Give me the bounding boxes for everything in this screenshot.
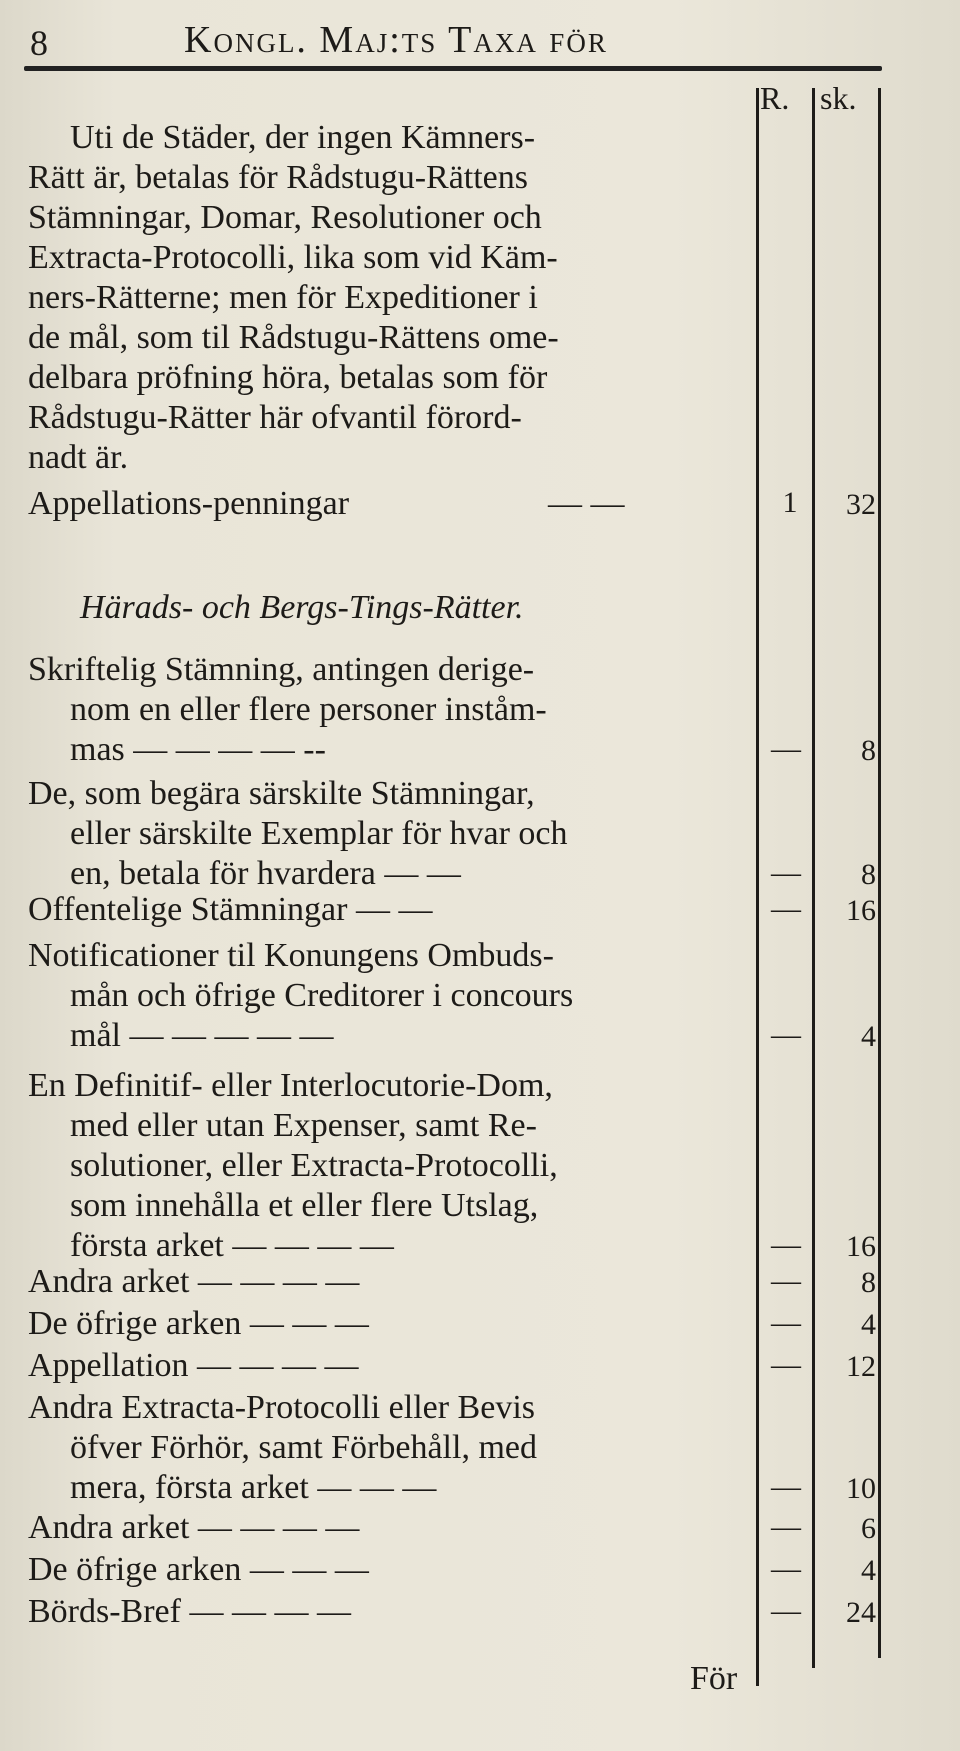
amount-riksdaler: — (771, 856, 801, 889)
fee-label: Appellations-penningar (28, 485, 350, 522)
amount-riksdaler: — (771, 1018, 801, 1051)
amount-riksdaler: — (771, 1264, 801, 1297)
amount-skilling: 12 (846, 1350, 876, 1383)
entry-line: Börds-Bref — — — — (28, 1593, 351, 1630)
amount-skilling: 4 (861, 1554, 876, 1587)
intro-line: nadt är. (28, 439, 129, 476)
intro-line: Extracta-Protocolli, lika som vid Käm- (28, 239, 558, 276)
column-header-skilling: sk. (820, 80, 857, 116)
amount-skilling: 4 (861, 1308, 876, 1341)
entry-line: med eller utan Expenser, samt Re- (70, 1107, 537, 1144)
intro-line: Stämningar, Domar, Resolutioner och (28, 199, 542, 236)
amount-skilling: 16 (846, 894, 876, 927)
entry-line: Andra arket — — — — (28, 1263, 360, 1300)
entry-line: Andra arket — — — — (28, 1509, 360, 1546)
entry-line: mål — — — — — (70, 1017, 334, 1054)
fee-entry (28, 650, 758, 770)
amount-riksdaler: — (771, 1470, 801, 1503)
entry-line: eller särskilte Exemplar för hvar och (70, 815, 568, 852)
appellation-fee-label (28, 484, 758, 524)
fee-entry (28, 1262, 758, 1302)
amount-riksdaler: — (771, 1594, 801, 1627)
fee-entry (28, 1592, 758, 1632)
page-number: 8 (30, 23, 48, 63)
fee-entry (28, 1346, 758, 1386)
amount-riksdaler: — (771, 1306, 801, 1339)
entry-line: Notificationer til Konungens Ombuds- (28, 937, 554, 974)
entry-line: De öfrige arken — — — (28, 1551, 369, 1588)
amount-riksdaler: — (771, 1348, 801, 1381)
intro-line: ners-Rätterne; men för Expeditioner i (28, 279, 538, 316)
running-title: Kongl. Maj:ts Taxa för (184, 19, 608, 61)
entry-line: De, som begära särskilte Stämningar, (28, 775, 535, 812)
intro-line: delbara pröfning höra, betalas som för (28, 359, 548, 396)
entry-line: solutioner, eller Extracta-Protocolli, (70, 1147, 558, 1184)
fee-entry (28, 1066, 758, 1266)
entry-line: mera, första arket — — — (70, 1469, 437, 1506)
amount-riksdaler: — (771, 732, 801, 765)
entry-line: Andra Extracta-Protocolli eller Bevis (28, 1389, 535, 1426)
fee-entry (28, 890, 758, 930)
page-header (24, 8, 884, 68)
amount-skilling: 8 (861, 1266, 876, 1299)
catchword: För (690, 1660, 738, 1697)
amount-skilling: 8 (861, 734, 876, 767)
fee-entry (28, 1304, 758, 1344)
fee-entry (28, 1508, 758, 1548)
entry-line: en, betala för hvardera — — (70, 855, 461, 892)
fee-entry (28, 1388, 758, 1508)
column-rule-middle (812, 88, 815, 1668)
entry-line: Offentelige Stämningar — — (28, 891, 433, 928)
entry-line: Skriftelig Stämning, antingen derige- (28, 651, 535, 688)
entry-line: som innehålla et eller flere Utslag, (70, 1187, 539, 1224)
amount-skilling: 6 (861, 1512, 876, 1545)
amount-riksdaler: — (771, 1552, 801, 1585)
intro-line: Uti de Städer, der ingen Kämners- (70, 119, 536, 156)
intro-line: de mål, som til Rådstugu-Rättens ome- (28, 319, 559, 356)
header-rule (24, 66, 882, 71)
entry-line: öfver Förhör, samt Förbehåll, med (70, 1429, 537, 1466)
amount-skilling: 24 (846, 1596, 876, 1629)
entry-line: De öfrige arken — — — (28, 1305, 369, 1342)
section-title: Härads- och Bergs-Tings-Rätter. (80, 589, 524, 626)
entry-line: mån och öfrige Creditorer i concours (70, 977, 574, 1014)
fee-entry (28, 1550, 758, 1590)
amount-skilling: 4 (861, 1020, 876, 1053)
column-rule-right (878, 88, 881, 1658)
amount-skilling: 32 (846, 488, 876, 521)
intro-paragraph (28, 118, 758, 478)
amount-riksdaler: — (771, 1510, 801, 1543)
entry-line: första arket — — — — (70, 1227, 394, 1264)
amount-riksdaler: — (771, 1228, 801, 1261)
intro-line: Rådstugu-Rätter här ofvantil förord- (28, 399, 522, 436)
intro-line: Rätt är, betalas för Rådstugu-Rättens (28, 159, 529, 196)
entry-line: Appellation — — — — (28, 1347, 359, 1384)
amount-riksdaler: 1 (782, 486, 798, 519)
appellation-fee-row (28, 484, 758, 524)
entry-line: nom en eller flere personer inståm- (70, 691, 547, 728)
amount-skilling: 8 (861, 858, 876, 891)
amount-skilling: 16 (846, 1230, 876, 1263)
entry-line: mas — — — — -- (70, 731, 326, 768)
amount-skilling: 10 (846, 1472, 876, 1505)
column-header-riksdaler: R. (760, 80, 790, 116)
entry-line: En Definitif- eller Interlocutorie-Dom, (28, 1067, 553, 1104)
leader-dashes: — — (548, 485, 625, 522)
amount-riksdaler: — (771, 892, 801, 925)
fee-entry (28, 936, 758, 1056)
fee-entry (28, 774, 758, 894)
